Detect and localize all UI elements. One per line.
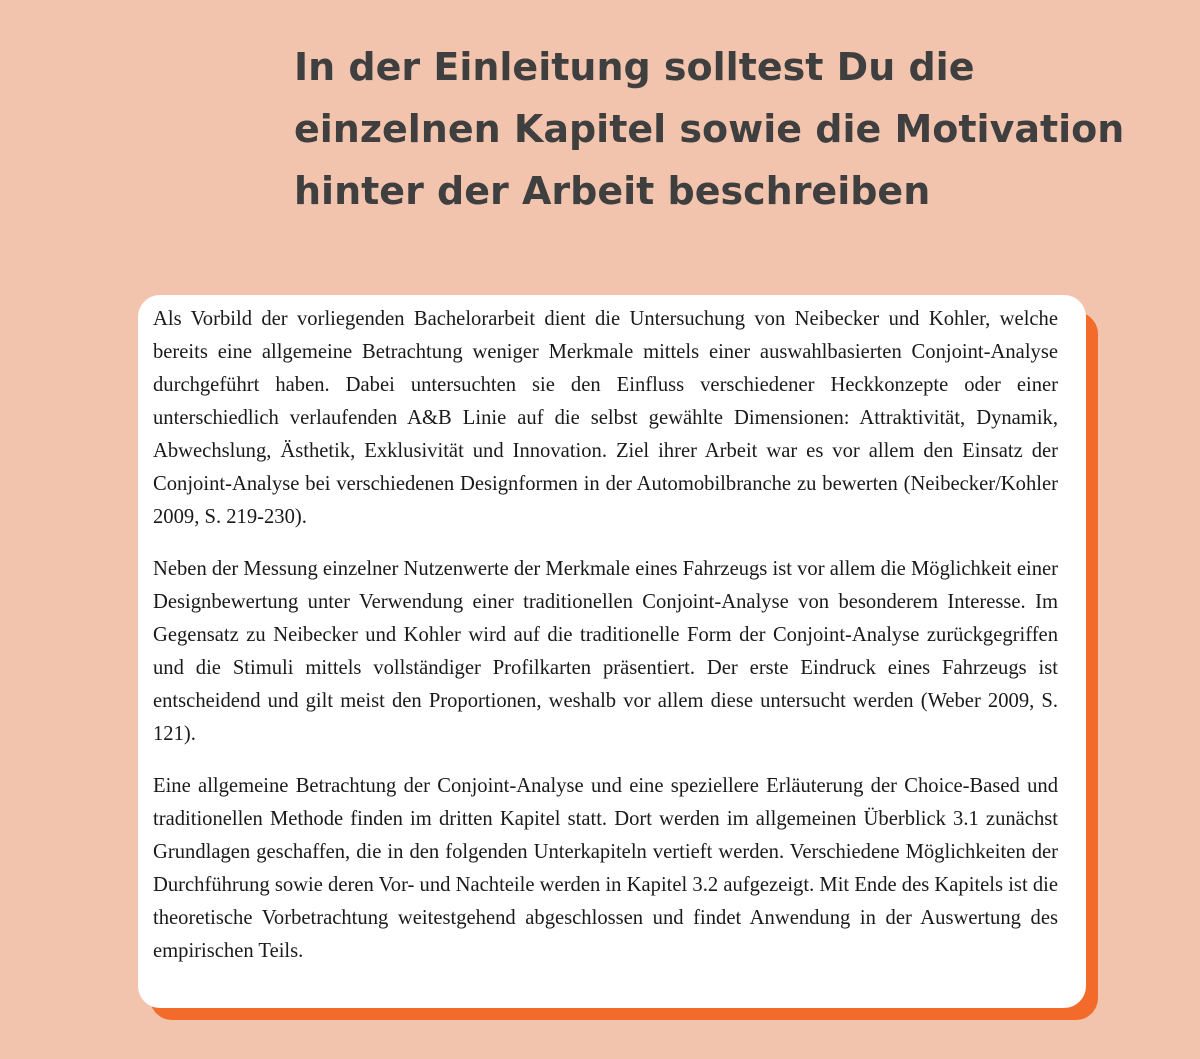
paragraph-1: Als Vorbild der vorliegenden Bachelorarbeit dient die Untersuchung von Neibecker und Kohler, welche bereits eine allgemeine Betrachtung weniger Merkmale mittels einer auswahlbasierten Conjoint-Analyse durchgeführt haben. Dabei untersuchten sie den Einfluss verschiedener Heckkonzepte oder einer unterschiedlich verlaufenden A&B Linie auf die selbst gewählte Dimensionen: Attraktivität, Dynamik, Abwechslung, Ästhetik, Exklusivität und Innovation. Ziel ihrer Arbeit war es vor allem den Einsatz der Conjoint-Analyse bei verschiedenen Designformen in der Automobilbranche zu bewerten (Neibecker/Kohler 2009, S. 219-230). xyxy=(153,308,1058,528)
headline-line-3: hinter der Arbeit beschreiben xyxy=(294,169,931,213)
headline-line-2: einzelnen Kapitel sowie die Motivation xyxy=(294,107,1125,151)
headline xyxy=(294,36,1184,222)
paragraph-3: Eine allgemeine Betrachtung der Conjoint-Analyse und eine speziellere Erläuterung der Choice-Based und traditionellen Methode finden im dritten Kapitel statt. Dort werden im allgemeinen Überblick 3.1 zunächst Grundlagen geschaffen, die in den folgenden Unterkapiteln vertieft werden. Verschiedene Möglichkeiten der Durchführung sowie deren Vor- und Nachteile werden in Kapitel 3.2 aufgezeigt. Mit Ende des Kapitels ist die theoretische Vorbetrachtung weitestgehend abgeschlossen und findet Anwendung in der Auswertung des empirischen Teils. xyxy=(153,775,1058,962)
headline-line-1: In der Einleitung solltest Du die xyxy=(294,45,975,89)
document-excerpt-card xyxy=(138,295,1086,1008)
paragraph-2: Neben der Messung einzelner Nutzenwerte der Merkmale eines Fahrzeugs ist vor allem die Möglichkeit einer Designbewertung unter Verwendung einer traditionellen Conjoint-Analyse von besonderem Interesse. Im Gegensatz zu Neibecker und Kohler wird auf die traditionelle Form der Conjoint-Analyse zurückgegriffen und die Stimuli mittels vollständiger Profilkarten präsentiert. Der erste Eindruck eines Fahrzeugs ist entscheidend und gilt meist den Proportionen, weshalb vor allem diese untersucht werden (Weber 2009, S. 121). xyxy=(153,558,1058,745)
